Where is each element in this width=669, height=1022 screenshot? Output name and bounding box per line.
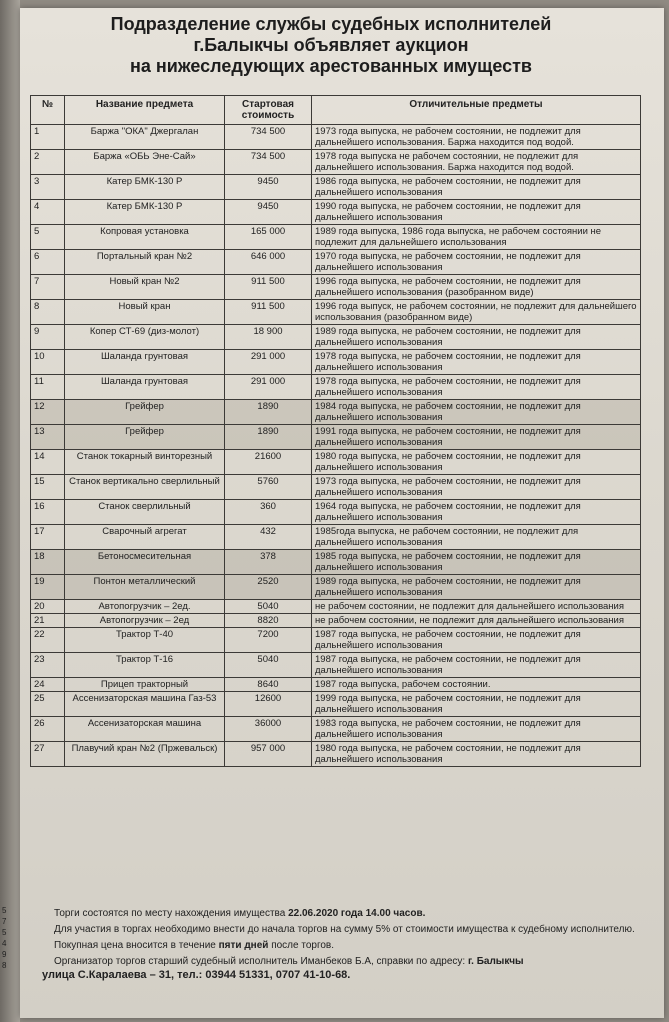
- cell-num: 9: [31, 325, 65, 350]
- cell-desc: 1980 года выпуска, не рабочем состоянии, не подлежит для дальнейшего использования: [312, 450, 641, 475]
- table-row: [31, 628, 641, 653]
- cell-price: 378: [225, 550, 312, 575]
- cell-price: 432: [225, 525, 312, 550]
- cell-name: Станок токарный винторезный: [65, 450, 225, 475]
- table-row: [31, 225, 641, 250]
- cell-num: 13: [31, 425, 65, 450]
- cell-desc: 1983 года выпуска, не рабочем состоянии, не подлежит для дальнейшего использования: [312, 717, 641, 742]
- cell-desc: 1986 года выпуска, не рабочем состоянии, не подлежит для дальнейшего использования: [312, 175, 641, 200]
- footer-line4-a: Организатор торгов старший судебный исполнитель Иманбеков Б.А, справки по адресу:: [54, 956, 468, 967]
- edge-mark: 5: [2, 928, 7, 937]
- cell-price: 165 000: [225, 225, 312, 250]
- cell-num: 23: [31, 653, 65, 678]
- cell-price: 5040: [225, 653, 312, 678]
- cell-num: 7: [31, 275, 65, 300]
- table-header-row: [31, 96, 641, 125]
- cell-num: 8: [31, 300, 65, 325]
- cell-desc: 1991 года выпуска, не рабочем состоянии, не подлежит для дальнейшего использования: [312, 425, 641, 450]
- table-row: [31, 175, 641, 200]
- table-row: [31, 678, 641, 692]
- table-row: [31, 150, 641, 175]
- cell-desc: не рабочем состоянии, не подлежит для дальнейшего использования: [312, 614, 641, 628]
- table-row: [31, 250, 641, 275]
- cell-num: 6: [31, 250, 65, 275]
- edge-mark: 4: [2, 939, 7, 948]
- footer-line3-b: пяти дней: [218, 940, 269, 951]
- cell-price: 18 900: [225, 325, 312, 350]
- footer-auction-date: [42, 908, 642, 920]
- title-line-1: Подразделение службы судебных исполнителей: [110, 14, 552, 34]
- table-row: [31, 742, 641, 767]
- cell-desc: 1989 года выпуска, не рабочем состоянии, не подлежит для дальнейшего использования: [312, 325, 641, 350]
- cell-num: 20: [31, 600, 65, 614]
- cell-name: Портальный кран №2: [65, 250, 225, 275]
- cell-num: 10: [31, 350, 65, 375]
- cell-desc: 1987 года выпуска, не рабочем состоянии, не подлежит для дальнейшего использования: [312, 628, 641, 653]
- cell-price: 8640: [225, 678, 312, 692]
- cell-name: Станок вертикально сверлильный: [65, 475, 225, 500]
- cell-name: Новый кран №2: [65, 275, 225, 300]
- cell-desc: 1996 года выпуск, не рабочем состоянии, не подлежит для дальнейшего использования (разобранном виде): [312, 300, 641, 325]
- table-row: [31, 300, 641, 325]
- table-row: [31, 717, 641, 742]
- cell-price: 2520: [225, 575, 312, 600]
- cell-num: 18: [31, 550, 65, 575]
- cell-num: 14: [31, 450, 65, 475]
- cell-num: 5: [31, 225, 65, 250]
- cell-desc: 1987 года выпуска, рабочем состоянии.: [312, 678, 641, 692]
- cell-price: 9450: [225, 175, 312, 200]
- footer-line4-b: г. Балыкчы: [467, 956, 524, 967]
- header-num: №: [31, 96, 65, 125]
- cell-name: Ассенизаторская машина: [65, 717, 225, 742]
- table-row: [31, 575, 641, 600]
- cell-price: 5760: [225, 475, 312, 500]
- header-desc: Отличительные предметы: [312, 96, 641, 125]
- cell-price: 12600: [225, 692, 312, 717]
- cell-desc: 1978 года выпуска не рабочем состоянии, не подлежит для дальнейшего использования. Баржа находится под водой.: [312, 150, 641, 175]
- cell-num: 4: [31, 200, 65, 225]
- cell-price: 291 000: [225, 350, 312, 375]
- footer-payment: [42, 940, 642, 952]
- announcement-footer: [42, 908, 642, 985]
- table-row: [31, 450, 641, 475]
- cell-price: 5040: [225, 600, 312, 614]
- table-row: [31, 200, 641, 225]
- edge-mark: 5: [2, 906, 7, 915]
- table-row: [31, 375, 641, 400]
- cell-price: 291 000: [225, 375, 312, 400]
- table-row: [31, 325, 641, 350]
- cell-desc: 1973 года выпуска, не рабочем состоянии, не подлежит для дальнейшего использования. Баржа находится под водой.: [312, 125, 641, 150]
- table-body: [31, 125, 641, 767]
- cell-desc: не рабочем состоянии, не подлежит для дальнейшего использования: [312, 600, 641, 614]
- footer-line1-text: Торги состоятся по месту нахождения имущества: [54, 908, 289, 919]
- cell-price: 1890: [225, 425, 312, 450]
- cell-price: 36000: [225, 717, 312, 742]
- cell-name: Шаланда грунтовая: [65, 375, 225, 400]
- cell-name: Катер БМК-130 Р: [65, 175, 225, 200]
- cell-name: Баржа «ОБЬ Эне-Сай»: [65, 150, 225, 175]
- table-row: [31, 500, 641, 525]
- table-row: [31, 350, 641, 375]
- table-row: [31, 550, 641, 575]
- cell-desc: 1989 года выпуска, не рабочем состоянии, не подлежит для дальнейшего использования: [312, 575, 641, 600]
- cell-num: 17: [31, 525, 65, 550]
- cell-desc: 1970 года выпуска, не рабочем состоянии, не подлежит для дальнейшего использования: [312, 250, 641, 275]
- edge-mark: 9: [2, 950, 7, 959]
- footer-organizer: [42, 956, 642, 968]
- table-row: [31, 525, 641, 550]
- cell-price: 360: [225, 500, 312, 525]
- cell-desc: 1985 года выпуска, не рабочем состоянии, не подлежит для дальнейшего использования: [312, 550, 641, 575]
- cell-desc: 1999 года выпуска, не рабочем состоянии, не подлежит для дальнейшего использования: [312, 692, 641, 717]
- footer-line1-date: 22.06.2020 года 14.00 часов.: [288, 908, 426, 919]
- cell-name: Понтон металлический: [65, 575, 225, 600]
- cell-name: Шаланда грунтовая: [65, 350, 225, 375]
- table-row: [31, 475, 641, 500]
- cell-num: 11: [31, 375, 65, 400]
- auction-table: [30, 95, 641, 767]
- cell-price: 21600: [225, 450, 312, 475]
- cell-desc: 1990 года выпуска, не рабочем состоянии, не подлежит для дальнейшего использования: [312, 200, 641, 225]
- table-row: [31, 653, 641, 678]
- cell-desc: 1964 года выпуска, не рабочем состоянии, не подлежит для дальнейшего использования: [312, 500, 641, 525]
- cell-num: 19: [31, 575, 65, 600]
- cell-name: Трактор Т-40: [65, 628, 225, 653]
- cell-price: 957 000: [225, 742, 312, 767]
- table-row: [31, 275, 641, 300]
- cell-desc: 1984 года выпуска, не рабочем состоянии, не подлежит для дальнейшего использования: [312, 400, 641, 425]
- title-line-3: на нижеследующих арестованных имуществ: [130, 56, 532, 76]
- cell-name: Станок сверлильный: [65, 500, 225, 525]
- cell-desc: 1980 года выпуска, не рабочем состоянии, не подлежит для дальнейшего использования: [312, 742, 641, 767]
- edge-mark: 8: [2, 961, 7, 970]
- cell-price: 911 500: [225, 275, 312, 300]
- cell-name: Прицеп тракторный: [65, 678, 225, 692]
- cell-num: 15: [31, 475, 65, 500]
- cell-price: 646 000: [225, 250, 312, 275]
- footer-deposit: Для участия в торгах необходимо внести до начала торгов на сумму 5% от стоимости имущества к судебному исполнителю.: [54, 924, 635, 935]
- cell-name: Баржа "ОКА" Джергалан: [65, 125, 225, 150]
- cell-price: 8820: [225, 614, 312, 628]
- cell-price: 911 500: [225, 300, 312, 325]
- cell-name: Автопогрузчик – 2ед.: [65, 600, 225, 614]
- header-price: Стартовая стоимость: [225, 96, 312, 125]
- cell-price: 1890: [225, 400, 312, 425]
- edge-marks: [2, 905, 16, 971]
- cell-desc: 1978 года выпуска, не рабочем состоянии, не подлежит для дальнейшего использования: [312, 375, 641, 400]
- cell-num: 16: [31, 500, 65, 525]
- cell-num: 27: [31, 742, 65, 767]
- table-row: [31, 400, 641, 425]
- cell-name: Грейфер: [65, 425, 225, 450]
- cell-name: Сварочный агрегат: [65, 525, 225, 550]
- table-row: [31, 125, 641, 150]
- cell-name: Новый кран: [65, 300, 225, 325]
- cell-name: Плавучий кран №2 (Пржевальск): [65, 742, 225, 767]
- footer-address: улица С.Каралаева – 31, тел.: 03944 51331, 0707 41-10-68.: [42, 969, 351, 981]
- table-row: [31, 600, 641, 614]
- cell-num: 22: [31, 628, 65, 653]
- cell-desc: 1996 года выпуска, не рабочем состоянии, не подлежит для дальнейшего использования (разобранном виде): [312, 275, 641, 300]
- cell-num: 21: [31, 614, 65, 628]
- cell-price: 9450: [225, 200, 312, 225]
- cell-name: Автопогрузчик – 2ед: [65, 614, 225, 628]
- cell-price: 734 500: [225, 150, 312, 175]
- cell-price: 7200: [225, 628, 312, 653]
- newspaper-edge: [0, 0, 20, 1022]
- edge-mark: 7: [2, 917, 7, 926]
- cell-num: 12: [31, 400, 65, 425]
- cell-desc: 1987 года выпуска, не рабочем состоянии, не подлежит для дальнейшего использования: [312, 653, 641, 678]
- cell-num: 2: [31, 150, 65, 175]
- cell-desc: 1978 года выпуска, не рабочем состоянии, не подлежит для дальнейшего использования: [312, 350, 641, 375]
- cell-num: 24: [31, 678, 65, 692]
- table-row: [31, 692, 641, 717]
- cell-num: 1: [31, 125, 65, 150]
- table-row: [31, 614, 641, 628]
- cell-name: Копер СТ-69 (диз-молот): [65, 325, 225, 350]
- table-row: [31, 425, 641, 450]
- cell-num: 3: [31, 175, 65, 200]
- cell-name: Грейфер: [65, 400, 225, 425]
- cell-desc: 1985года выпуска, не рабочем состоянии, не подлежит для дальнейшего использования: [312, 525, 641, 550]
- title-line-2: г.Балыкчы объявляет аукцион: [193, 35, 469, 55]
- header-name: Название предмета: [65, 96, 225, 125]
- cell-name: Копровая установка: [65, 225, 225, 250]
- cell-name: Ассенизаторская машина Газ-53: [65, 692, 225, 717]
- cell-price: 734 500: [225, 125, 312, 150]
- cell-desc: 1989 года выпуска, 1986 года выпуска, не рабочем состоянии не подлежит для дальнейшего использования: [312, 225, 641, 250]
- cell-num: 25: [31, 692, 65, 717]
- cell-name: Трактор Т-16: [65, 653, 225, 678]
- cell-num: 26: [31, 717, 65, 742]
- cell-name: Катер БМК-130 Р: [65, 200, 225, 225]
- announcement-title: [28, 14, 634, 77]
- cell-desc: 1973 года выпуска, не рабочем состоянии, не подлежит для дальнейшего использования: [312, 475, 641, 500]
- cell-name: Бетоносмесительная: [65, 550, 225, 575]
- footer-line3-a: Покупная цена вносится в течение: [54, 940, 219, 951]
- footer-line3-c: после торгов.: [268, 940, 335, 951]
